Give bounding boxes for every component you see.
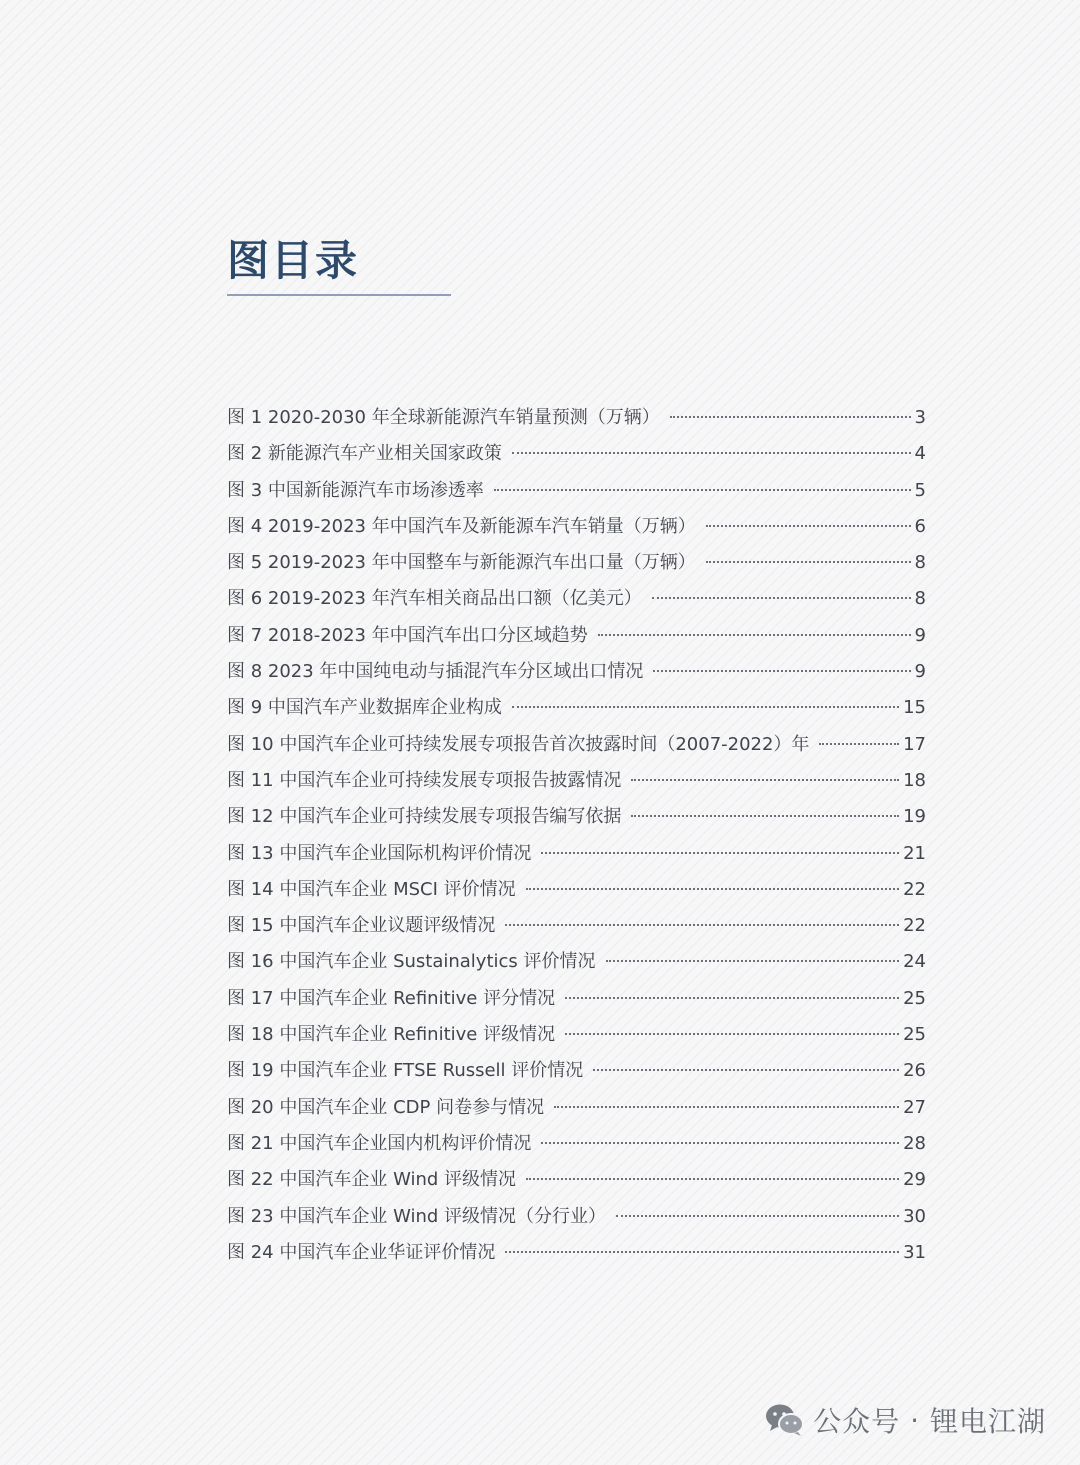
toc-entry-label: 图 16 中国汽车企业 Sustainalytics 评价情况	[227, 951, 596, 973]
toc-entry-page-number: 4	[914, 443, 926, 465]
toc-entry[interactable]	[227, 1202, 926, 1238]
toc-dot-leader	[554, 1105, 899, 1108]
toc-entry-label: 图 14 中国汽车企业 MSCI 评价情况	[227, 878, 516, 900]
toc-entry-page-number: 26	[903, 1060, 926, 1082]
title-underline	[227, 294, 451, 296]
toc-dot-leader	[670, 415, 911, 418]
toc-entry-label: 图 17 中国汽车企业 Refinitive 评分情况	[227, 987, 556, 1009]
toc-entry-page-number: 3	[914, 407, 926, 428]
toc-entry-label: 图 23 中国汽车企业 Wind 评级情况（分行业）	[227, 1205, 607, 1227]
toc-entry[interactable]	[227, 476, 926, 512]
toc-entry-page-number: 31	[903, 1241, 926, 1263]
toc-entry-label: 图 4 2019-2023 年中国汽车及新能源车汽车销量（万辆）	[227, 515, 696, 537]
toc-entry-page-number: 21	[903, 842, 926, 864]
toc-entry-page-number: 24	[903, 951, 926, 973]
toc-entry-page-number: 30	[903, 1205, 926, 1227]
toc-dot-leader	[819, 742, 899, 745]
toc-entry-page-number: 27	[903, 1096, 926, 1118]
toc-dot-leader	[541, 1141, 899, 1144]
toc-entry-label: 图 8 2023 年中国纯电动与插混汽车分区域出口情况	[227, 661, 644, 683]
toc-entry-page-number: 9	[914, 661, 926, 683]
toc-dot-leader	[512, 705, 899, 708]
toc-entry[interactable]	[227, 512, 926, 548]
toc-entry[interactable]	[227, 1056, 926, 1092]
toc-entry-label: 图 9 中国汽车产业数据库企业构成	[227, 697, 502, 719]
toc-dot-leader	[598, 633, 911, 636]
toc-entry-page-number: 6	[914, 515, 926, 537]
toc-entry[interactable]	[227, 1238, 926, 1274]
toc-entry[interactable]	[227, 875, 926, 911]
toc-entry[interactable]	[227, 1020, 926, 1056]
toc-entry[interactable]	[227, 766, 926, 802]
toc-entry-label: 图 3 中国新能源汽车市场渗透率	[227, 479, 484, 501]
toc-dot-leader	[652, 596, 911, 599]
toc-entry[interactable]	[227, 439, 926, 475]
toc-dot-leader	[606, 959, 900, 962]
toc-entry-page-number: 18	[903, 769, 926, 791]
toc-entry-page-number: 22	[903, 915, 926, 937]
toc-entry-page-number: 25	[903, 1024, 926, 1046]
wechat-icon	[765, 1403, 805, 1437]
toc-entry[interactable]	[227, 947, 926, 983]
toc-entry-label: 图 20 中国汽车企业 CDP 问卷参与情况	[227, 1096, 545, 1118]
toc-entry-page-number: 22	[903, 878, 926, 900]
toc-dot-leader	[505, 923, 899, 926]
toc-entry[interactable]	[227, 730, 926, 766]
toc-dot-leader	[706, 524, 911, 527]
toc-entry-label: 图 24 中国汽车企业华证评价情况	[227, 1241, 496, 1263]
toc-entry[interactable]	[227, 693, 926, 729]
toc-entry-label: 图 13 中国汽车企业国际机构评价情况	[227, 842, 532, 864]
toc-entry[interactable]	[227, 584, 926, 620]
toc-entry-page-number: 8	[914, 552, 926, 574]
toc-dot-leader	[616, 1214, 899, 1217]
toc-dot-leader	[565, 1032, 899, 1035]
toc-entry[interactable]	[227, 1093, 926, 1129]
toc-dot-leader	[631, 814, 899, 817]
toc-entry[interactable]	[227, 1165, 926, 1201]
toc-entry[interactable]	[227, 403, 926, 439]
toc-dot-leader	[526, 887, 899, 890]
page-title: 图目录	[227, 236, 360, 285]
toc-entry-label: 图 1 2020-2030 年全球新能源汽车销量预测（万辆）	[227, 407, 660, 428]
toc-entry-page-number: 15	[903, 697, 926, 719]
toc-entry-page-number: 9	[914, 624, 926, 646]
toc-entry-page-number: 25	[903, 987, 926, 1009]
toc-entry-label: 图 10 中国汽车企业可持续发展专项报告首次披露时间（2007-2022）年	[227, 733, 810, 755]
toc-entry[interactable]	[227, 621, 926, 657]
watermark-prefix: 公众号	[813, 1405, 901, 1438]
toc-entry-page-number: 17	[903, 733, 926, 755]
toc-entry-label: 图 5 2019-2023 年中国整车与新能源汽车出口量（万辆）	[227, 552, 696, 574]
toc-entry[interactable]	[227, 984, 926, 1020]
toc-dot-leader	[631, 778, 899, 781]
toc-entry[interactable]	[227, 1129, 926, 1165]
toc-entry-page-number: 8	[914, 588, 926, 610]
toc-entry-page-number: 5	[914, 479, 926, 501]
toc-entry-label: 图 2 新能源汽车产业相关国家政策	[227, 443, 502, 465]
toc-entry-label: 图 7 2018-2023 年中国汽车出口分区域趋势	[227, 624, 588, 646]
toc-dot-leader	[565, 996, 899, 999]
toc-dot-leader	[706, 560, 911, 563]
toc-dot-leader	[653, 669, 910, 672]
toc-dot-leader	[526, 1177, 899, 1180]
toc-entry-label: 图 21 中国汽车企业国内机构评价情况	[227, 1132, 532, 1154]
toc-entry-label: 图 12 中国汽车企业可持续发展专项报告编写依据	[227, 806, 622, 828]
toc-entry-label: 图 18 中国汽车企业 Refinitive 评级情况	[227, 1024, 556, 1046]
toc-dot-leader	[505, 1250, 899, 1253]
toc-entry[interactable]	[227, 839, 926, 875]
toc-dot-leader	[494, 488, 911, 491]
toc-entry-label: 图 15 中国汽车企业议题评级情况	[227, 915, 496, 937]
toc-entry[interactable]	[227, 657, 926, 693]
toc-entry[interactable]	[227, 802, 926, 838]
watermark-name: 锂电江湖	[929, 1405, 1046, 1438]
toc-entry[interactable]	[227, 911, 926, 947]
toc-entry-page-number: 28	[903, 1132, 926, 1154]
figure-toc-list	[227, 403, 926, 1274]
watermark	[765, 1400, 1046, 1440]
toc-entry-label: 图 11 中国汽车企业可持续发展专项报告披露情况	[227, 769, 622, 791]
toc-entry[interactable]	[227, 548, 926, 584]
toc-entry-page-number: 19	[903, 806, 926, 828]
toc-entry-label: 图 6 2019-2023 年汽车相关商品出口额（亿美元）	[227, 588, 642, 610]
toc-dot-leader	[512, 451, 911, 454]
toc-dot-leader	[541, 851, 899, 854]
toc-entry-page-number: 29	[903, 1169, 926, 1191]
toc-dot-leader	[593, 1068, 899, 1071]
watermark-separator: ·	[910, 1403, 920, 1437]
toc-entry-label: 图 22 中国汽车企业 Wind 评级情况	[227, 1169, 517, 1191]
toc-entry-label: 图 19 中国汽车企业 FTSE Russell 评价情况	[227, 1060, 584, 1082]
